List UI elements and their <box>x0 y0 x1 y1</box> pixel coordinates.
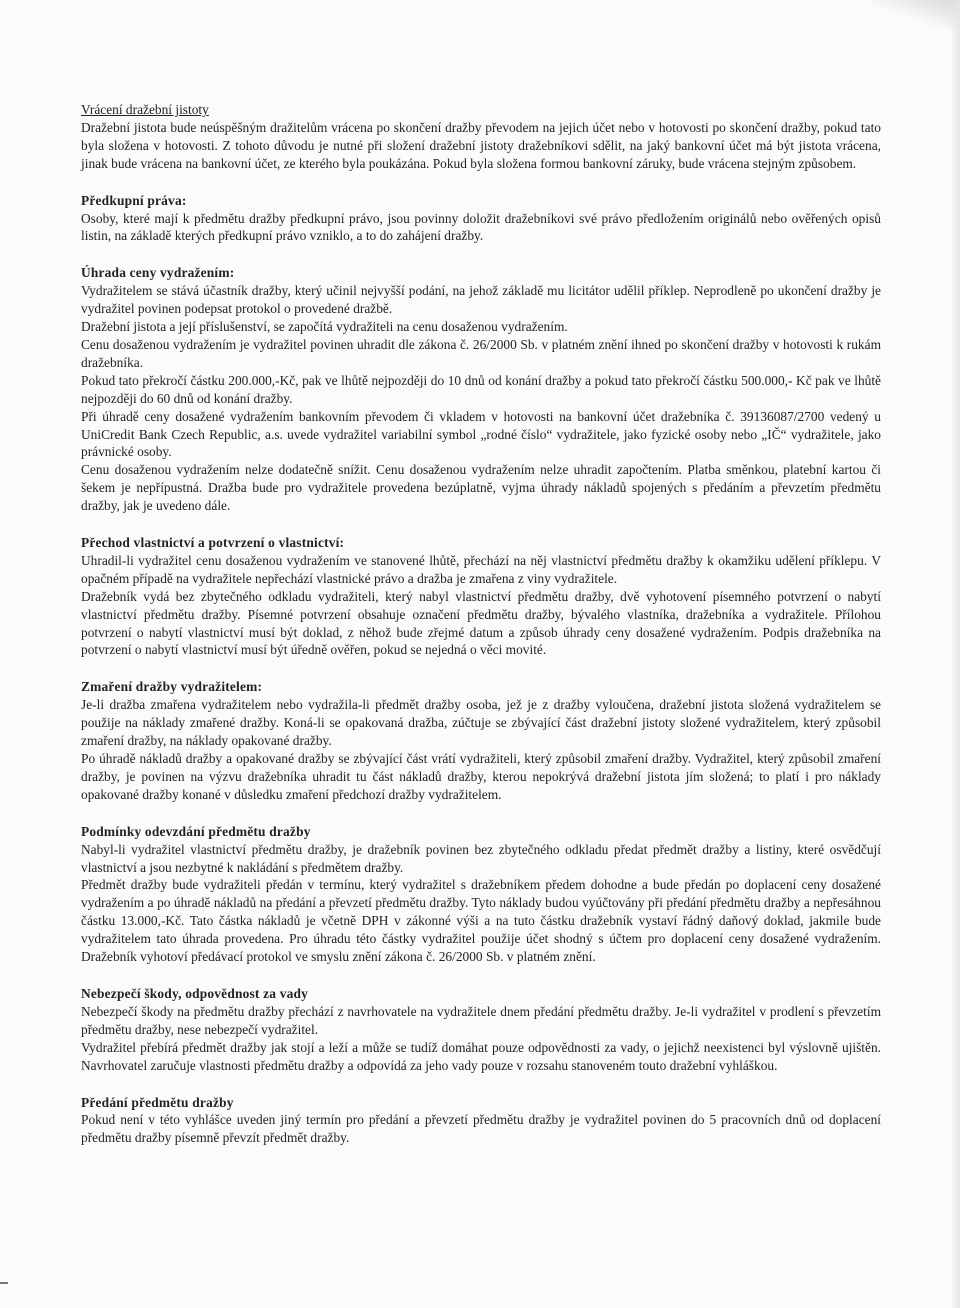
paragraph: Nabyl-li vydražitel vlastnictví předmětu dražby, je dražebník povinen bez zbytečného odkladu předat předmět dražby a listiny, které osvědčují vlastnictví a jsou nezbytné k nakládání s předmětem dražby. <box>81 841 881 875</box>
spacer <box>81 966 881 985</box>
paragraph: Nebezpečí škody na předmětu dražby přechází z navrhovatele na vydražitele dnem předání předmětu dražby. Je-li vydražitel v prodlení s převzetím předmětu dražby, nese nebezpečí vydražitel. <box>81 1003 881 1037</box>
paragraph: Vydražitel přebírá předmět dražby jak stojí a leží a může se tudíž domáhat pouze odpovědnosti za vady, o jejichž neexistenci byl výslovně ujištěn. Navrhovatel zaručuje vlastnosti předmětu dražby a odpovídá za jeho vady pouze v rozsahu stanoveném touto dražební vyhláškou. <box>81 1039 881 1073</box>
paragraph: Pokud není v této vyhlášce uveden jiný termín pro předání a převzetí předmětu dražby je vydražitel povinen do 5 pracovních dnů od doplacení předmětu dražby písemně převzít předmět dražby. <box>81 1112 881 1146</box>
section-zmareni-drazby <box>81 678 881 803</box>
section-nebezpeci-skody <box>81 985 881 1075</box>
paragraph: Dražební jistota bude neúspěšným dražitelům vrácena po skončení dražby převodem na jejich účet nebo v hotovosti po skončení dražby, pokud tato byla složena v hotovosti. Z tohoto důvodu je nutné při složení dražební jistoty dražebníkovi sdělit, na jaký bankovní účet má být jistota vrácena, jinak bude vrácena na bankovní účet, ze kterého byla poukázána. Pokud byla složena formou bankovní záruky, bude vrácena stejným způsobem. <box>81 119 881 171</box>
paragraph: Osoby, které mají k předmětu dražby předkupní právo, jsou povinny doložit dražebníkovi své právo předložením originálů nebo ověřených opisů listin, na základě kterých předkupní právo vzniklo, a to do zahájení dražby. <box>81 210 881 244</box>
spacer <box>81 804 881 823</box>
scan-shadow-right <box>950 0 960 1308</box>
spacer <box>81 1075 881 1094</box>
paragraph: Dražební jistota a její příslušenství, se započítá vydražiteli na cenu dosaženou vydražením. <box>81 319 568 335</box>
paragraph: Cenu dosaženou vydražením nelze dodatečně snížit. Cenu dosaženou vydražením nelze uhradit započtením. Platba směnkou, platební kartou či šekem je nepřípustná. Dražba bude pro vydražitele provedena bezúplatně, vyjma úhrady nákladů spojených s předáním a převzetím předmětu dražby, jak je uvedeno dále. <box>81 462 881 514</box>
section-uhrada-ceny <box>81 264 881 515</box>
paragraph: Uhradil-li vydražitel cenu dosaženou vydražením ve stanovené lhůtě, přechází na něj vlastnictví předmětu dražby k okamžiku udělení příklepu. V opačném případě na vydražitele nepřechází vlastnické právo a dražba je zmařena z viny vydražitele. <box>81 552 881 586</box>
scan-mark <box>0 1282 8 1284</box>
section-vraceni-jistoty <box>81 101 881 173</box>
paragraph: Předmět dražby bude vydražiteli předán v termínu, který vydražitel s dražebníkem předem dohodne a bude předán po doplacení ceny dosažené vydražením a po úhradě nákladů na předání a převzetí předmětu dražby. Tyto náklady budou vyúčtovány při předání předmětu dražby a nepřesáhnou částku 13.000,-Kč. Tato částka nákladů je včetně DPH v zákonné výši a na tuto částku dražebník vystaví řádný daňový doklad, jakmile bude vydražitelem tato úhrada provedena. Pro úhradu této částky vydražitel použije účet shodný s účtem pro doplacení ceny dosažené vydražením. Dražebník vyhotoví předávací protokol ve smyslu znění zákona č. 26/2000 Sb. v platném znění. <box>81 877 881 965</box>
paragraph: Po úhradě nákladů dražby a opakované dražby se zbývající část vrátí vydražiteli, který způsobil zmaření dražby. Vydražitel, který způsobil zmaření dražby, je povinen na výzvu dražebníka uhradit tu část nákladů dražby, kterou nepokrývá dražební jistota jím složená; to platí i pro náklady opakované dražby konané v důsledku zmaření předchozí dražby vydražitelem. <box>81 751 881 802</box>
spacer <box>81 515 881 534</box>
section-prechod-vlastnictvi <box>81 534 881 659</box>
section-heading: Úhrada ceny vydražením: <box>81 265 235 281</box>
paragraph: Dražebník vydá bez zbytečného odkladu vydražiteli, který nabyl vlastnictví předmětu dražby, dvě vyhotovení písemného potvrzení o nabytí vlastnictví předmětu dražby. Písemné potvrzení obsahuje označení předmětu dražby, bývalého vlastníka, dražebníka a vydražitele. Přílohou potvrzení o nabytí vlastnictví musí být doklad, z něhož bude zřejmé datum a způsob úhrady ceny dosažené vydražením. Podpis dražebníka na potvrzení o nabytí vlastnictví musí být úředně ověřen, pokud se nejedná o věci movité. <box>81 588 881 658</box>
section-heading: Předkupní práva: <box>81 192 187 208</box>
paragraph: Pokud tato překročí částku 200.000,-Kč, pak ve lhůtě nejpozději do 10 dnů od konání dražby a pokud tato překročí částku 500.000,- Kč pak ve lhůtě nejpozději do 60 dnů od konání dražby. <box>81 372 881 406</box>
section-heading: Přechod vlastnictví a potvrzení o vlastnictví: <box>81 535 345 551</box>
paragraph: Vydražitelem se stává účastník dražby, který učinil nejvyšší podání, na jehož základě mu licitátor udělil příklep. Neprodleně po ukončení dražby je vydražitel povinen podepsat protokol o provedené dražbě. <box>81 283 881 317</box>
section-predkupni-prava <box>81 192 881 246</box>
section-heading: Předání předmětu dražby <box>81 1094 234 1110</box>
section-heading: Nebezpečí škody, odpovědnost za vady <box>81 985 309 1001</box>
document-page <box>81 101 881 1147</box>
spacer <box>81 659 881 678</box>
section-heading: Vrácení dražební jistoty <box>81 102 209 117</box>
spacer <box>81 173 881 192</box>
section-heading: Podmínky odevzdání předmětu dražby <box>81 823 311 839</box>
section-podminky-odevzdani <box>81 823 881 966</box>
scan-shadow-top <box>870 0 960 30</box>
paragraph: Cenu dosaženou vydražením je vydražitel povinen uhradit dle zákona č. 26/2000 Sb. v platném znění ihned po skončení dražby v hotovosti k rukám dražebníka. <box>81 336 881 370</box>
paragraph: Je-li dražba zmařena vydražitelem nebo vydražila-li předmět dražby osoba, jež je z dražby vyloučena, dražební jistota složená vydražitelem se použije na náklady zmařené dražby. Koná-li se opakovaná dražba, zúčtuje se zbývající část dražební jistoty složené vydražitelem, který způsobil zmaření dražby, na náklady opakované dražby. <box>81 697 881 749</box>
section-predani-predmetu <box>81 1094 881 1148</box>
paragraph: Při úhradě ceny dosažené vydražením bankovním převodem či vkladem v hotovosti na bankovní účet dražebníka č. 39136087/2700 vedený u UniCredit Bank Czech Republic, a.s. uvede vydražitel variabilní symbol „rodné číslo“ vydražitele, jako fyzické osoby nebo „IČ“ vydražitele, jako právnické osoby. <box>81 408 881 460</box>
spacer <box>81 245 881 264</box>
section-heading: Zmaření dražby vydražitelem: <box>81 679 263 695</box>
